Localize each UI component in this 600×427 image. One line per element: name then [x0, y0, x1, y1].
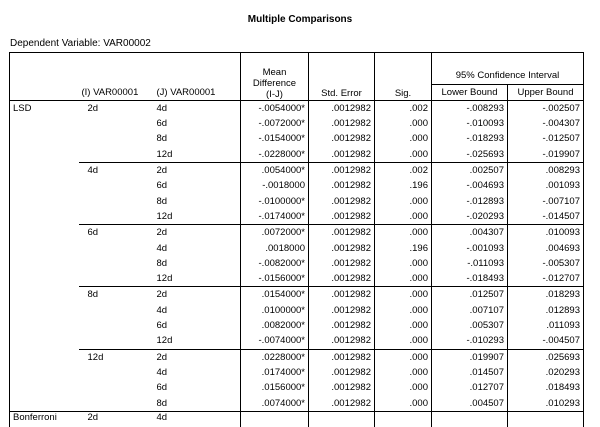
sig-cell: .000	[375, 209, 432, 225]
table-row	[10, 241, 584, 256]
mean-difference-cell: -.0082000*	[241, 256, 309, 271]
upper-bound-cell: -.007107	[508, 194, 584, 209]
multiple-comparisons-table	[9, 52, 584, 427]
upper-bound-cell: -.019907	[508, 147, 584, 163]
mean-difference-cell: -.0154000*	[241, 131, 309, 146]
sig-cell: .196	[375, 241, 432, 256]
lower-bound-cell: .004307	[432, 225, 508, 241]
table-row	[10, 131, 584, 146]
upper-bound-cell	[508, 411, 584, 427]
std-error-cell: .0012982	[309, 147, 375, 163]
method-cell	[10, 303, 79, 318]
method-cell: Bonferroni	[10, 411, 79, 427]
table-row	[10, 194, 584, 209]
upper-bound-cell: .004693	[508, 241, 584, 256]
upper-bound-cell: .010093	[508, 225, 584, 241]
sig-cell: .000	[375, 147, 432, 163]
sig-cell: .000	[375, 318, 432, 333]
method-cell	[10, 256, 79, 271]
i-var-cell	[79, 256, 154, 271]
upper-bound-cell: -.004307	[508, 116, 584, 131]
lower-bound-cell: -.001093	[432, 241, 508, 256]
i-var-cell: 2d	[79, 100, 154, 116]
table-row	[10, 318, 584, 333]
lower-bound-cell: -.012893	[432, 194, 508, 209]
method-cell: LSD	[10, 100, 79, 116]
table-row	[10, 396, 584, 412]
std-error-cell: .0012982	[309, 271, 375, 287]
upper-bound-cell: -.012507	[508, 131, 584, 146]
i-var-cell	[79, 333, 154, 349]
i-var-cell	[79, 241, 154, 256]
lower-bound-cell: .012507	[432, 287, 508, 303]
table-row	[10, 287, 584, 303]
mean-difference-cell: -.0054000*	[241, 100, 309, 116]
mean-difference-cell: .0074000*	[241, 396, 309, 412]
table-row	[10, 256, 584, 271]
std-error-cell: .0012982	[309, 365, 375, 380]
sig-cell: .196	[375, 178, 432, 193]
i-var-cell: 6d	[79, 225, 154, 241]
method-cell	[10, 147, 79, 163]
i-var-cell: 4d	[79, 163, 154, 179]
lower-bound-cell	[432, 411, 508, 427]
j-var-cell: 2d	[154, 163, 241, 179]
sig-cell	[375, 411, 432, 427]
i-var-cell	[79, 271, 154, 287]
j-var-cell: 4d	[154, 365, 241, 380]
table-row	[10, 209, 584, 225]
sig-cell: .000	[375, 131, 432, 146]
upper-bound-cell: .012893	[508, 303, 584, 318]
j-var-cell: 12d	[154, 147, 241, 163]
i-var-cell	[79, 147, 154, 163]
std-error-cell: .0012982	[309, 287, 375, 303]
sig-cell: .000	[375, 287, 432, 303]
j-var-cell: 4d	[154, 303, 241, 318]
mean-difference-cell: .0082000*	[241, 318, 309, 333]
std-error-cell: .0012982	[309, 209, 375, 225]
method-cell	[10, 163, 79, 179]
upper-bound-header: Upper Bound	[508, 84, 584, 100]
i-var-cell	[79, 318, 154, 333]
i-var-cell	[79, 209, 154, 225]
mean-difference-cell: .0154000*	[241, 287, 309, 303]
mean-difference-cell: -.0228000*	[241, 147, 309, 163]
sig-cell: .000	[375, 256, 432, 271]
i-var-cell	[79, 303, 154, 318]
j-var-cell: 8d	[154, 194, 241, 209]
i-var-header: (I) VAR00001	[79, 84, 154, 100]
method-cell	[10, 131, 79, 146]
method-cell	[10, 241, 79, 256]
sig-cell: .002	[375, 100, 432, 116]
method-cell	[10, 380, 79, 395]
lower-bound-cell: -.010293	[432, 333, 508, 349]
method-cell	[10, 209, 79, 225]
table-row	[10, 380, 584, 395]
std-error-cell: .0012982	[309, 241, 375, 256]
upper-bound-cell: .018293	[508, 287, 584, 303]
table-row	[10, 100, 584, 116]
std-error-cell: .0012982	[309, 318, 375, 333]
table-row	[10, 303, 584, 318]
lower-bound-cell: -.025693	[432, 147, 508, 163]
std-error-cell: .0012982	[309, 303, 375, 318]
mean-difference-cell: .0228000*	[241, 349, 309, 365]
lower-bound-cell: .014507	[432, 365, 508, 380]
j-var-cell: 6d	[154, 178, 241, 193]
table-row	[10, 349, 584, 365]
table-row	[10, 365, 584, 380]
i-var-cell: 2d	[79, 411, 154, 427]
table-row	[10, 116, 584, 131]
std-error-cell: .0012982	[309, 163, 375, 179]
lower-bound-cell: -.011093	[432, 256, 508, 271]
method-cell	[10, 271, 79, 287]
std-error-cell: .0012982	[309, 178, 375, 193]
mean-difference-cell: -.0074000*	[241, 333, 309, 349]
upper-bound-cell: -.012707	[508, 271, 584, 287]
lower-bound-cell: .019907	[432, 349, 508, 365]
lower-bound-cell: -.010093	[432, 116, 508, 131]
method-cell	[10, 194, 79, 209]
mean-difference-cell: -.0018000	[241, 178, 309, 193]
sig-cell: .000	[375, 380, 432, 395]
table-row	[10, 333, 584, 349]
sig-cell: .000	[375, 271, 432, 287]
std-error-cell: .0012982	[309, 131, 375, 146]
j-var-cell: 4d	[154, 241, 241, 256]
i-var-cell: 12d	[79, 349, 154, 365]
method-cell	[10, 333, 79, 349]
lower-bound-cell: -.018493	[432, 271, 508, 287]
mean-difference-cell: .0156000*	[241, 380, 309, 395]
lower-bound-cell: -.018293	[432, 131, 508, 146]
std-error-cell: .0012982	[309, 333, 375, 349]
j-var-header: (J) VAR00001	[154, 84, 241, 100]
j-var-cell: 12d	[154, 333, 241, 349]
j-var-cell: 12d	[154, 209, 241, 225]
upper-bound-cell: -.004507	[508, 333, 584, 349]
mean-difference-cell	[241, 411, 309, 427]
sig-cell: .000	[375, 396, 432, 412]
method-cell	[10, 349, 79, 365]
i-var-cell	[79, 194, 154, 209]
mean-difference-header: Mean Difference (I-J)	[241, 53, 309, 101]
method-cell	[10, 225, 79, 241]
sig-cell: .000	[375, 225, 432, 241]
i-var-cell	[79, 131, 154, 146]
lower-bound-cell: -.008293	[432, 100, 508, 116]
std-error-cell: .0012982	[309, 100, 375, 116]
upper-bound-cell: .001093	[508, 178, 584, 193]
std-error-cell: .0012982	[309, 225, 375, 241]
j-var-cell: 6d	[154, 380, 241, 395]
j-var-cell: 8d	[154, 256, 241, 271]
std-error-cell: .0012982	[309, 194, 375, 209]
std-error-header: Std. Error	[309, 53, 375, 101]
upper-bound-cell: -.005307	[508, 256, 584, 271]
upper-bound-cell: .018493	[508, 380, 584, 395]
j-var-cell: 12d	[154, 271, 241, 287]
j-var-cell: 2d	[154, 225, 241, 241]
method-cell	[10, 287, 79, 303]
j-var-cell: 4d	[154, 411, 241, 427]
j-var-cell: 6d	[154, 116, 241, 131]
std-error-cell: .0012982	[309, 256, 375, 271]
std-error-cell	[309, 411, 375, 427]
method-cell	[10, 318, 79, 333]
i-var-cell	[79, 116, 154, 131]
j-var-cell: 4d	[154, 100, 241, 116]
sig-cell: .000	[375, 303, 432, 318]
j-var-cell: 2d	[154, 287, 241, 303]
i-var-cell: 8d	[79, 287, 154, 303]
mean-difference-cell: .0100000*	[241, 303, 309, 318]
upper-bound-cell: .025693	[508, 349, 584, 365]
mean-difference-cell: -.0156000*	[241, 271, 309, 287]
lower-bound-cell: .005307	[432, 318, 508, 333]
lower-bound-cell: .012707	[432, 380, 508, 395]
std-error-cell: .0012982	[309, 396, 375, 412]
upper-bound-cell: .020293	[508, 365, 584, 380]
mean-difference-cell: .0054000*	[241, 163, 309, 179]
mean-difference-cell: -.0100000*	[241, 194, 309, 209]
lower-bound-cell: .004507	[432, 396, 508, 412]
lower-bound-cell: .002507	[432, 163, 508, 179]
confidence-interval-header: 95% Confidence Interval	[432, 68, 584, 84]
table-row	[10, 147, 584, 163]
j-var-cell: 8d	[154, 131, 241, 146]
sig-cell: .000	[375, 365, 432, 380]
mean-difference-cell: -.0174000*	[241, 209, 309, 225]
table-row	[10, 271, 584, 287]
j-var-cell: 6d	[154, 318, 241, 333]
table-row	[10, 225, 584, 241]
mean-difference-cell: .0174000*	[241, 365, 309, 380]
upper-bound-cell: -.002507	[508, 100, 584, 116]
table-row	[10, 178, 584, 193]
upper-bound-cell: .011093	[508, 318, 584, 333]
lower-bound-header: Lower Bound	[432, 84, 508, 100]
table-title: Multiple Comparisons	[247, 14, 353, 25]
j-var-cell: 8d	[154, 396, 241, 412]
sig-cell: .000	[375, 333, 432, 349]
method-cell	[10, 365, 79, 380]
upper-bound-cell: -.014507	[508, 209, 584, 225]
table-row	[10, 411, 584, 427]
std-error-cell: .0012982	[309, 349, 375, 365]
std-error-cell: .0012982	[309, 380, 375, 395]
method-cell	[10, 116, 79, 131]
dependent-variable-label: Dependent Variable: VAR00002	[10, 38, 151, 49]
i-var-cell	[79, 396, 154, 412]
mean-difference-cell: .0018000	[241, 241, 309, 256]
table-row	[10, 163, 584, 179]
i-var-cell	[79, 365, 154, 380]
mean-difference-cell: -.0072000*	[241, 116, 309, 131]
upper-bound-cell: .008293	[508, 163, 584, 179]
std-error-cell: .0012982	[309, 116, 375, 131]
sig-cell: .000	[375, 194, 432, 209]
sig-cell: .000	[375, 116, 432, 131]
mean-difference-cell: .0072000*	[241, 225, 309, 241]
lower-bound-cell: .007107	[432, 303, 508, 318]
i-var-cell	[79, 178, 154, 193]
j-var-cell: 2d	[154, 349, 241, 365]
sig-cell: .000	[375, 349, 432, 365]
method-cell	[10, 178, 79, 193]
lower-bound-cell: -.020293	[432, 209, 508, 225]
lower-bound-cell: -.004693	[432, 178, 508, 193]
method-cell	[10, 396, 79, 412]
sig-cell: .002	[375, 163, 432, 179]
i-var-cell	[79, 380, 154, 395]
upper-bound-cell: .010293	[508, 396, 584, 412]
sig-header: Sig.	[375, 53, 432, 101]
